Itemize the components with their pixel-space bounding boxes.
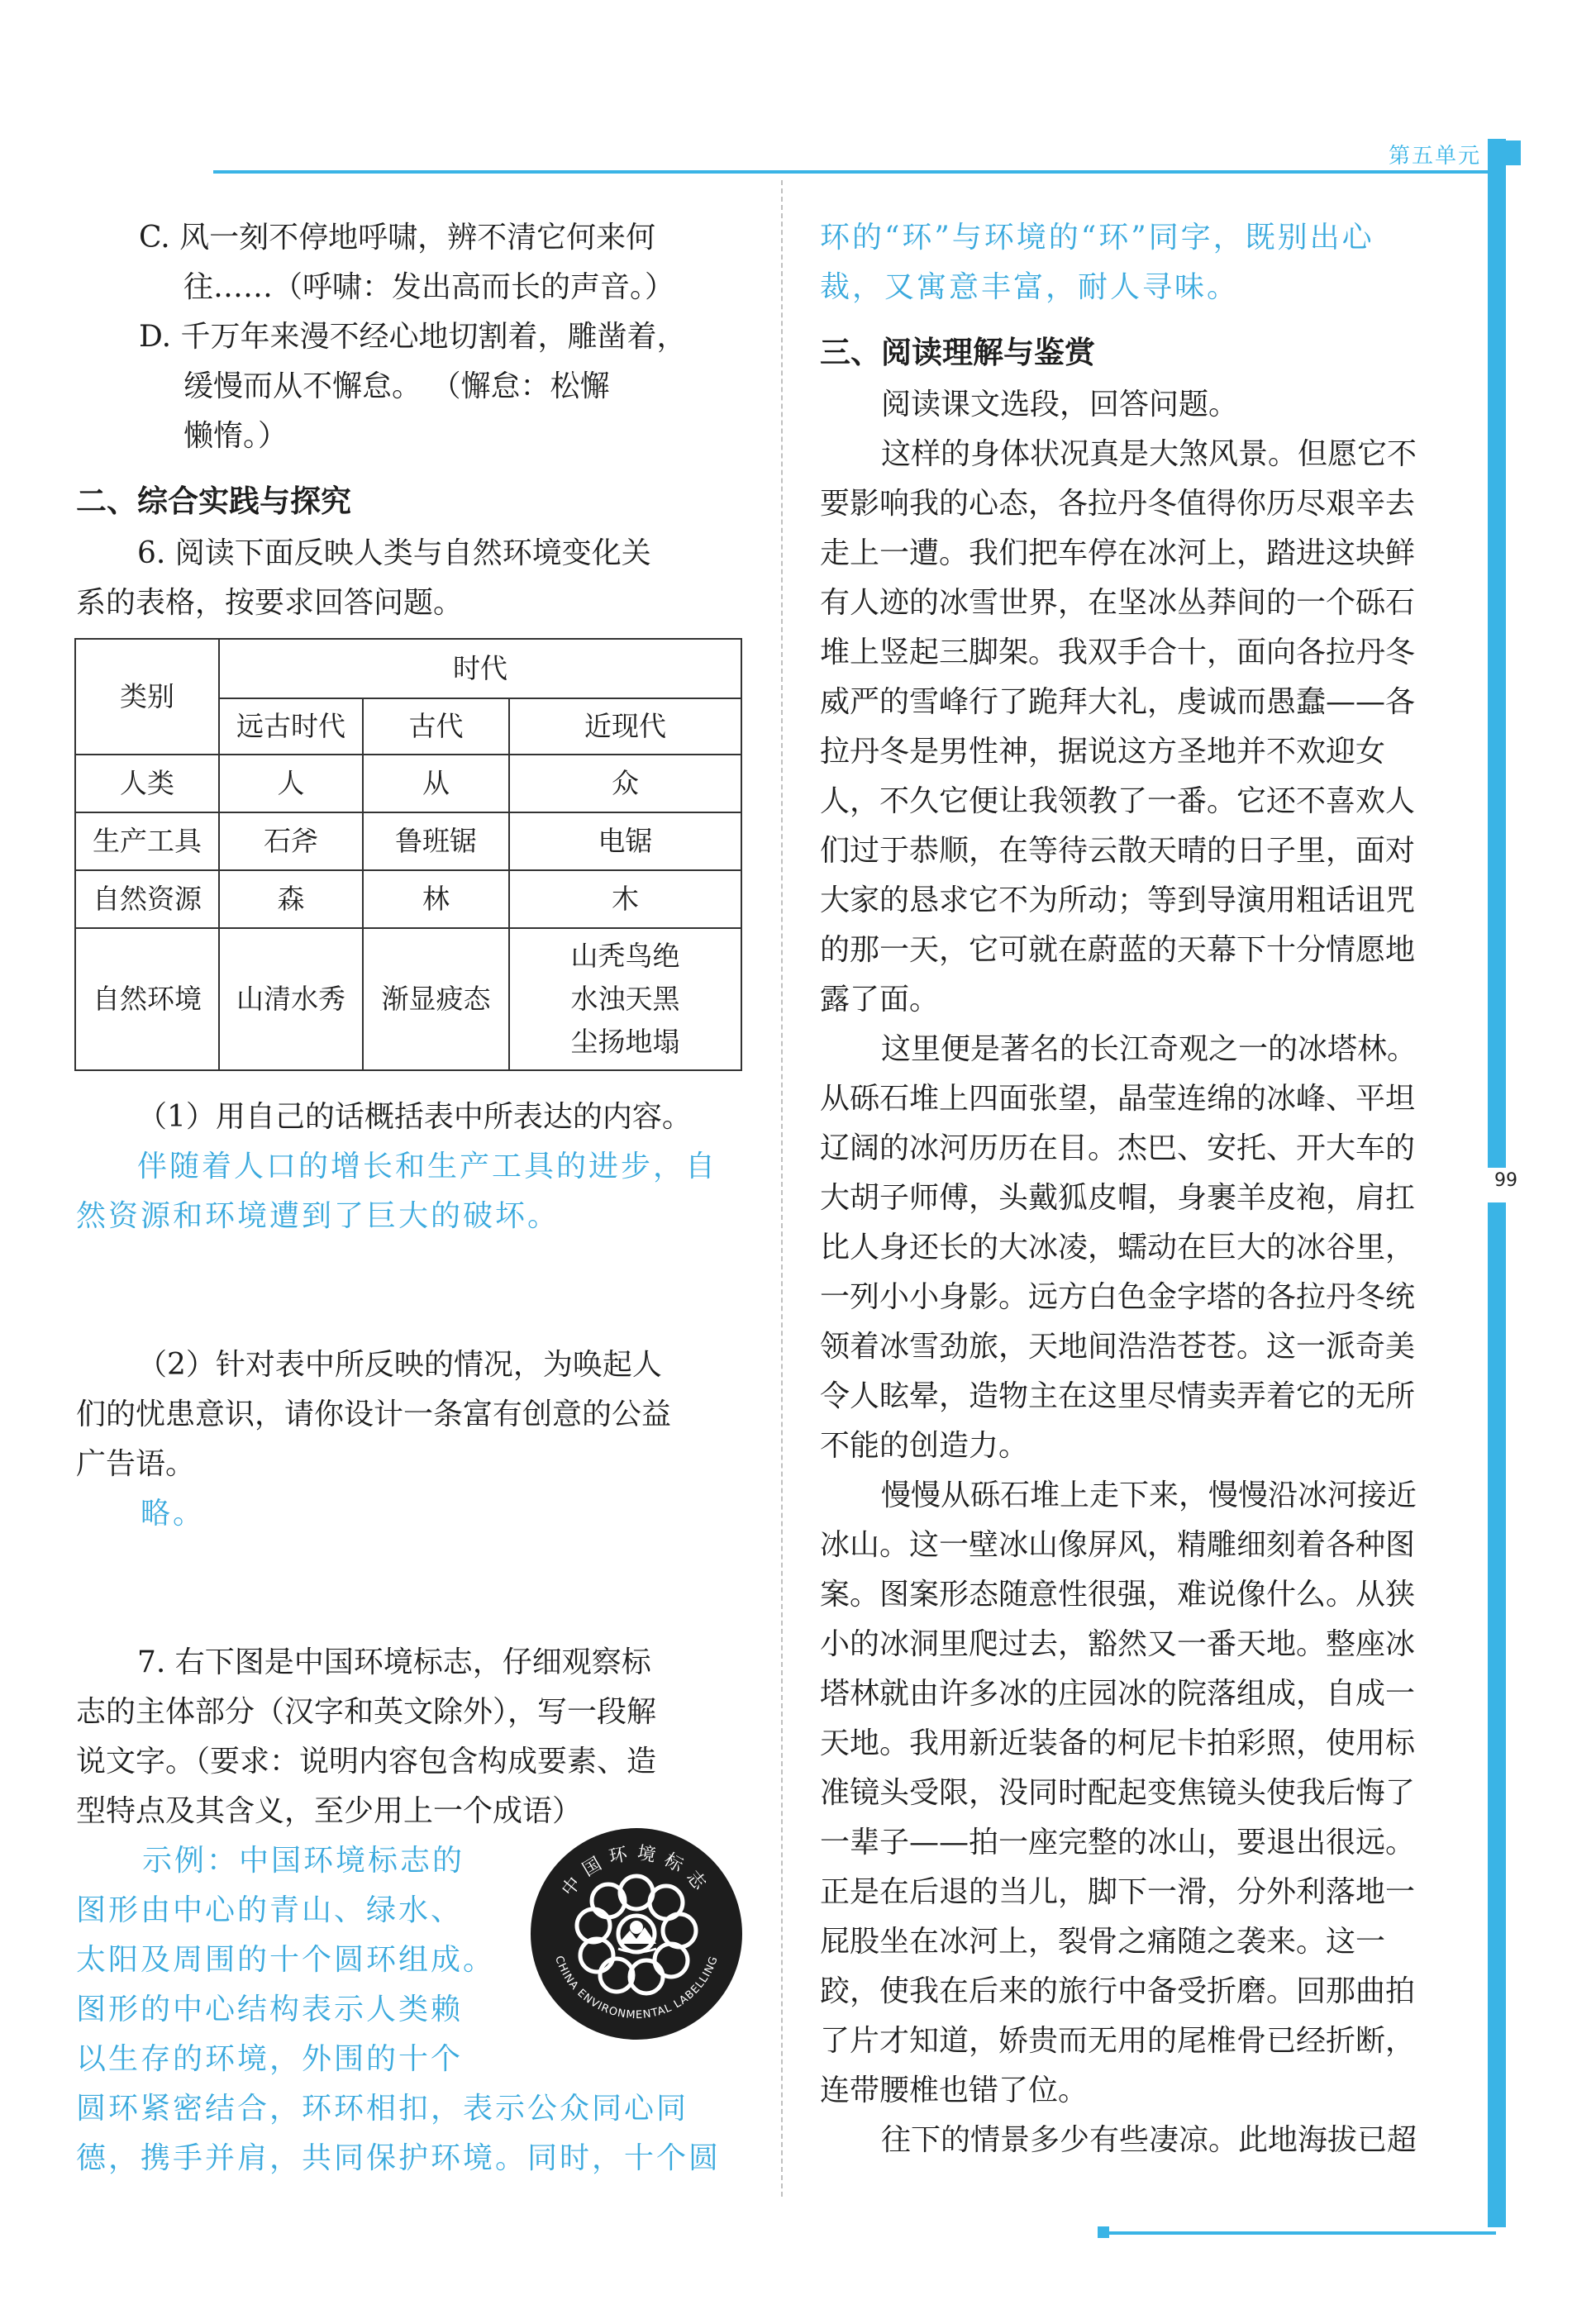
- option-d-line3: 懒惰。）: [183, 419, 288, 453]
- question-7-line2: 志的主体部分（汉字和英文除外），写一段解: [76, 1695, 657, 1729]
- row-label: 人类: [75, 755, 219, 812]
- table-cell: 石斧: [219, 812, 363, 870]
- side-tab: [1506, 140, 1521, 165]
- header-rule: [213, 170, 1494, 174]
- question-7-line1: 7. 右下图是中国环境标志，仔细观察标: [137, 1645, 651, 1679]
- table-cell-line: 尘扬地塌: [570, 1026, 680, 1058]
- passage-line: 有人迹的冰雪世界，在坚冰丛莽间的一个砾石: [820, 586, 1416, 620]
- passage-line: 不能的创造力。: [820, 1429, 1029, 1463]
- table-cell-line: 水浊天黑: [570, 983, 680, 1015]
- answer-7-line5: 以生存的环境，外围的十个: [76, 2042, 464, 2076]
- answer-7-continued-line2: 裁，又寓意丰富，耐人寻味。: [820, 270, 1240, 304]
- side-bar-bottom: [1488, 1202, 1506, 2227]
- passage-line: 堆上竖起三脚架。我双手合十，面向各拉丹冬: [820, 636, 1416, 669]
- column-divider: [781, 180, 783, 2197]
- china-environmental-label-logo: [529, 1826, 744, 2041]
- table-header-modern: 近现代: [509, 698, 741, 755]
- passage-line: 人，不久它便让我领教了一番。它还不喜欢人: [820, 784, 1416, 818]
- answer-7-line7: 德，携手并肩，共同保护环境。同时，十个圆: [76, 2141, 722, 2175]
- environment-table: [74, 638, 742, 1071]
- passage-line: 从砾石堆上四面张望，晶莹连绵的冰峰、平坦: [820, 1082, 1416, 1116]
- row-label: 生产工具: [75, 812, 219, 870]
- passage-line: 连带腰椎也错了位。: [820, 2074, 1089, 2107]
- passage-line: 拉丹冬是男性神，据说这方圣地并不欢迎女: [820, 735, 1386, 769]
- table-header-antiquity: 古代: [363, 698, 509, 755]
- passage-line: 了片才知道，娇贵而无用的尾椎骨已经折断，: [820, 2024, 1416, 2058]
- passage-line: 大家的恳求它不为所动；等到导演用粗话诅咒: [820, 883, 1416, 917]
- table-cell-line: 山秃鸟绝: [570, 940, 680, 972]
- table-cell-multiline: [509, 928, 741, 1070]
- row-label: 自然资源: [75, 870, 219, 928]
- passage-line: 正是在后退的当儿，脚下一滑，分外利落地一: [820, 1875, 1416, 1909]
- answer-7-line4: 图形的中心结构表示人类赖: [76, 1993, 464, 2026]
- reading-instruction: 阅读课文选段，回答问题。: [881, 388, 1239, 421]
- passage-line: 案。图案形态随意性很强，难说像什么。从狭: [820, 1578, 1416, 1612]
- passage-line: 要影响我的心态，各拉丹冬值得你历尽艰辛去: [820, 487, 1416, 521]
- question-6-line2: 系的表格，按要求回答问题。: [76, 586, 464, 620]
- table-header-ancient-times: 远古时代: [219, 698, 363, 755]
- table-cell: 电锯: [509, 812, 741, 870]
- answer-6-1-line2: 然资源和环境遭到了巨大的破坏。: [76, 1199, 560, 1233]
- table-row: [75, 870, 741, 928]
- passage-line: 领着冰雪劲旅，天地间浩浩苍苍。这一派奇美: [820, 1330, 1416, 1364]
- passage-line: 露了面。: [820, 983, 940, 1017]
- passage-line: 令人眩晕，造物主在这里尽情卖弄着它的无所: [820, 1379, 1416, 1413]
- passage-line: 跤，使我在后来的旅行中备受折磨。回那曲拍: [820, 1974, 1416, 2008]
- passage-line: 准镜头受限，没同时配起变焦镜头使我后悔了: [820, 1776, 1416, 1810]
- row-label: 自然环境: [75, 928, 219, 1070]
- option-c-line1: C. 风一刻不停地呼啸，辨不清它何来何: [139, 221, 656, 255]
- table-cell: 从: [363, 755, 509, 812]
- section-3-title: 三、阅读理解与鉴赏: [820, 335, 1095, 370]
- answer-7-line2: 图形由中心的青山、绿水、: [76, 1893, 464, 1927]
- passage-line: 一列小小身影。远方白色金字塔的各拉丹冬统: [820, 1280, 1416, 1314]
- passage-line: 辽阔的冰河历历在目。杰巴、安托、开大车的: [820, 1131, 1416, 1165]
- passage-line: 慢慢从砾石堆上走下来，慢慢沿冰河接近: [881, 1479, 1417, 1512]
- passage-line: 比人身还长的大冰凌，蠕动在巨大的冰谷里，: [820, 1231, 1416, 1264]
- passage-line: 走上一遭。我们把车停在冰河上，踏进这块鲜: [820, 536, 1416, 570]
- passage-line: 威严的雪峰行了跪拜大礼，虔诚而愚蠢——各: [820, 685, 1416, 719]
- table-row: [75, 928, 741, 1070]
- passage-line: 天地。我用新近装备的柯尼卡拍彩照，使用标: [820, 1726, 1416, 1760]
- table-cell: 众: [509, 755, 741, 812]
- answer-7-line3: 太阳及周围的十个圆环组成。: [76, 1943, 496, 1977]
- question-6-2-line3: 广告语。: [76, 1447, 196, 1481]
- answer-6-1-line1: 伴随着人口的增长和生产工具的进步，自: [137, 1150, 718, 1183]
- table-row: [75, 755, 741, 812]
- svg-text:CHINA ENVIRONMENTAL LABELLING: CHINA ENVIRONMENTAL LABELLING: [552, 1954, 721, 2022]
- answer-7-line6: 圆环紧密结合，环环相扣，表示公众同心同: [76, 2092, 689, 2126]
- table-cell: 渐显疲态: [363, 928, 509, 1070]
- question-6-2-line1: （2）针对表中所反映的情况，为唤起人: [137, 1348, 662, 1382]
- question-6-1: （1）用自己的话概括表中所表达的内容。: [137, 1100, 692, 1134]
- passage-line: 大胡子师傅，头戴狐皮帽，身裹羊皮袍，肩扛: [820, 1181, 1416, 1215]
- table-cell: 人: [219, 755, 363, 812]
- passage-line: 一辈子——拍一座完整的冰山，要退出很远。: [820, 1826, 1416, 1859]
- passage-line: 屁股坐在冰河上，裂骨之痛随之袭来。这一: [820, 1925, 1386, 1959]
- unit-label: 第五单元: [1389, 144, 1482, 169]
- passage-line: 塔林就由许多冰的庄园冰的院落组成，自成一: [820, 1677, 1416, 1711]
- passage-line: 小的冰洞里爬过去，豁然又一番天地。整座冰: [820, 1627, 1416, 1661]
- question-6-2-line2: 们的忧患意识，请你设计一条富有创意的公益: [76, 1398, 672, 1431]
- table-cell: 林: [363, 870, 509, 928]
- passage-line: 这里便是著名的长江奇观之一的冰塔林。: [881, 1032, 1417, 1066]
- table-header-category: 类别: [75, 639, 219, 755]
- question-7-line3: 说文字。（要求：说明内容包含构成要素、造: [76, 1745, 657, 1779]
- table-cell: 山清水秀: [219, 928, 363, 1070]
- option-c-line2: 往……（呼啸：发出高而长的声音。）: [183, 270, 675, 304]
- answer-7-continued-line1: 环的“环”与环境的“环”同字，既别出心: [820, 221, 1374, 255]
- passage-line: 这样的身体状况真是大煞风景。但愿它不: [881, 437, 1417, 471]
- answer-6-2: 略。: [141, 1497, 206, 1531]
- table-header-era: 时代: [219, 639, 741, 698]
- question-7-line4: 型特点及其含义，至少用上一个成语）: [76, 1794, 583, 1828]
- passage-line: 们过于恭顺，在等待云散天晴的日子里，面对: [820, 834, 1416, 868]
- option-d-line2: 缓慢而从不懈怠。 （懈怠：松懈: [183, 369, 610, 403]
- passage-line: 的那一天，它可就在蔚蓝的天幕下十分情愿地: [820, 933, 1416, 967]
- option-d-line1: D. 千万年来漫不经心地切割着，雕凿着，: [139, 320, 687, 354]
- table-cell: 木: [509, 870, 741, 928]
- passage-line: 往下的情景多少有些凄凉。此地海拔已超: [881, 2123, 1417, 2157]
- page-number: 99: [1494, 1170, 1517, 1191]
- footer-rule: [1108, 2231, 1496, 2235]
- table-row: [75, 812, 741, 870]
- table-cell: 鲁班锯: [363, 812, 509, 870]
- passage-line: 冰山。这一壁冰山像屏风，精雕细刻着各种图: [820, 1528, 1416, 1562]
- answer-7-line1: 示例：中国环境标志的: [142, 1844, 465, 1878]
- question-6-line1: 6. 阅读下面反映人类与自然环境变化关: [137, 536, 651, 570]
- table-cell: 森: [219, 870, 363, 928]
- svg-text:中国环境标志: 中国环境标志: [558, 1842, 715, 1901]
- side-bar-top: [1488, 139, 1506, 1168]
- section-2-title: 二、综合实践与探究: [76, 483, 351, 519]
